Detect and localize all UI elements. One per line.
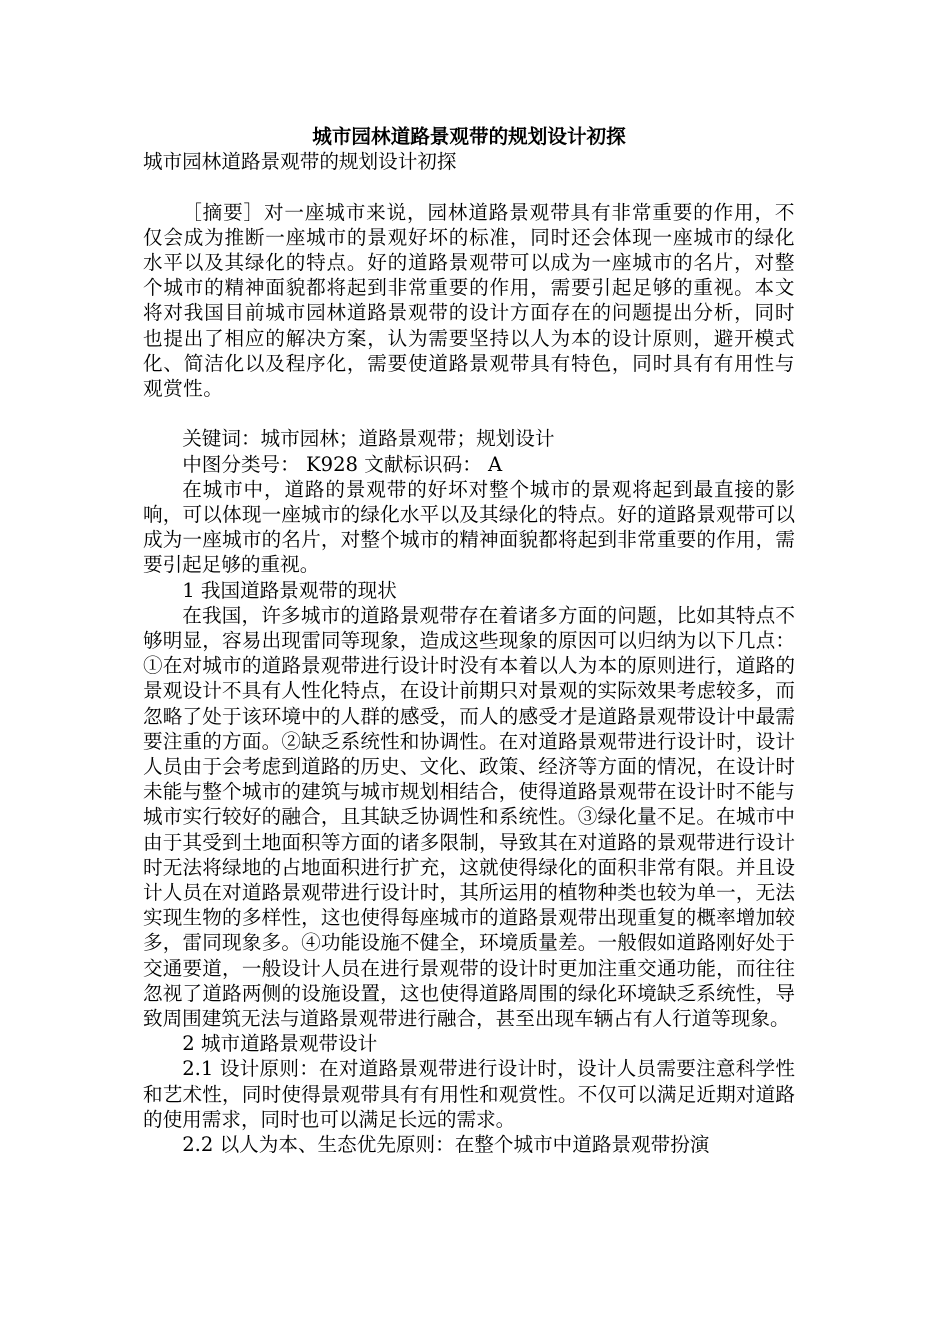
section-heading: 1 我国道路景观带的现状 <box>182 578 397 602</box>
document-page <box>143 124 795 1157</box>
body-paragraph: 在我国，许多城市的道路景观带存在着诸多方面的问题，比如其特点不够明显，容易出现雷同等现象，造成这些现象的原因可以归纳为以下几点：①在对城市的道路景观带进行设计时没有本着以人为本的原则进行，道路的景观设计不具有人性化特点，在设计前期只对景观的实际效果考虑较多，而忽略了处于该环境中的人群的感受，而人的感受才是道路景观带设计中最需要注重的方面。②缺乏系统性和协调性。在对道路景观带进行设计时，设计人员由于会考虑到道路的历史、文化、政策、经济等方面的情况，在设计时未能与整个城市的建筑与城市规划相结合，使得道路景观带在设计时不能与城市实行较好的融合，且其缺乏协调性和系统性。③绿化量不足。在城市中由于其受到土地面积等方面的诸多限制，导致其在对道路的景观带进行设计时无法将绿地的占地面积进行扩充，这就使得绿化的面积非常有限。并且设计人员在对道路景观带进行设计时，其所运用的植物种类也较为单一，无法实现生物的多样性，这也使得每座城市的道路景观带出现重复的概率增加较多，雷同现象多。④功能设施不健全，环境质量差。一般假如道路刚好处于交通要道，一般设计人员在进行景观带的设计时更加注重交通功能，而往往忽视了道路两侧的设施设置，这也使得道路周围的绿化环境缺乏系统性，导致周围建筑无法与道路景观带进行融合，甚至出现车辆占有人行道等现象。 <box>143 603 795 1031</box>
section-heading: 2 城市道路景观带设计 <box>182 1032 378 1056</box>
classification-line: 中图分类号： K928 文献标识码： A <box>182 452 503 476</box>
document-subtitle: 城市园林道路景观带的规划设计初探 <box>143 150 457 174</box>
keywords-line: 关键词：城市园林；道路景观带；规划设计 <box>182 427 555 451</box>
body-paragraph: 2.1 设计原则：在对道路景观带进行设计时，设计人员需要注意科学性和艺术性，同时使得景观带具有有用性和观赏性。不仅可以满足近期对道路的使用需求，同时也可以满足长远的需求。 <box>143 1057 795 1131</box>
body-paragraph: 2.2 以人为本、生态优先原则：在整个城市中道路景观带扮演 <box>182 1133 710 1157</box>
abstract-paragraph: ［摘要］对一座城市来说，园林道路景观带具有非常重要的作用，不仅会成为推断一座城市的景观好坏的标准，同时还会体现一座城市的绿化水平以及其绿化的特点。好的道路景观带可以成为一座城市的名片，对整个城市的精神面貌都将起到非常重要的作用，需要引起足够的重视。本文将对我国目前城市园林道路景观带的设计方面存在的问题提出分析，同时也提出了相应的解决方案，认为需要坚持以人为本的设计原则，避开模式化、简洁化以及程序化，需要使道路景观带具有特色，同时具有有用性与观赏性。 <box>143 200 795 401</box>
body-paragraph: 在城市中，道路的景观带的好坏对整个城市的景观将起到最直接的影响，可以体现一座城市的绿化水平以及其绿化的特点。好的道路景观带可以成为一座城市的名片，对整个城市的精神面貌都将起到非常重要的作用，需要引起足够的重视。 <box>143 477 795 577</box>
blank-line <box>143 174 795 199</box>
blank-line <box>143 401 795 426</box>
document-title: 城市园林道路景观带的规划设计初探 <box>312 125 626 148</box>
